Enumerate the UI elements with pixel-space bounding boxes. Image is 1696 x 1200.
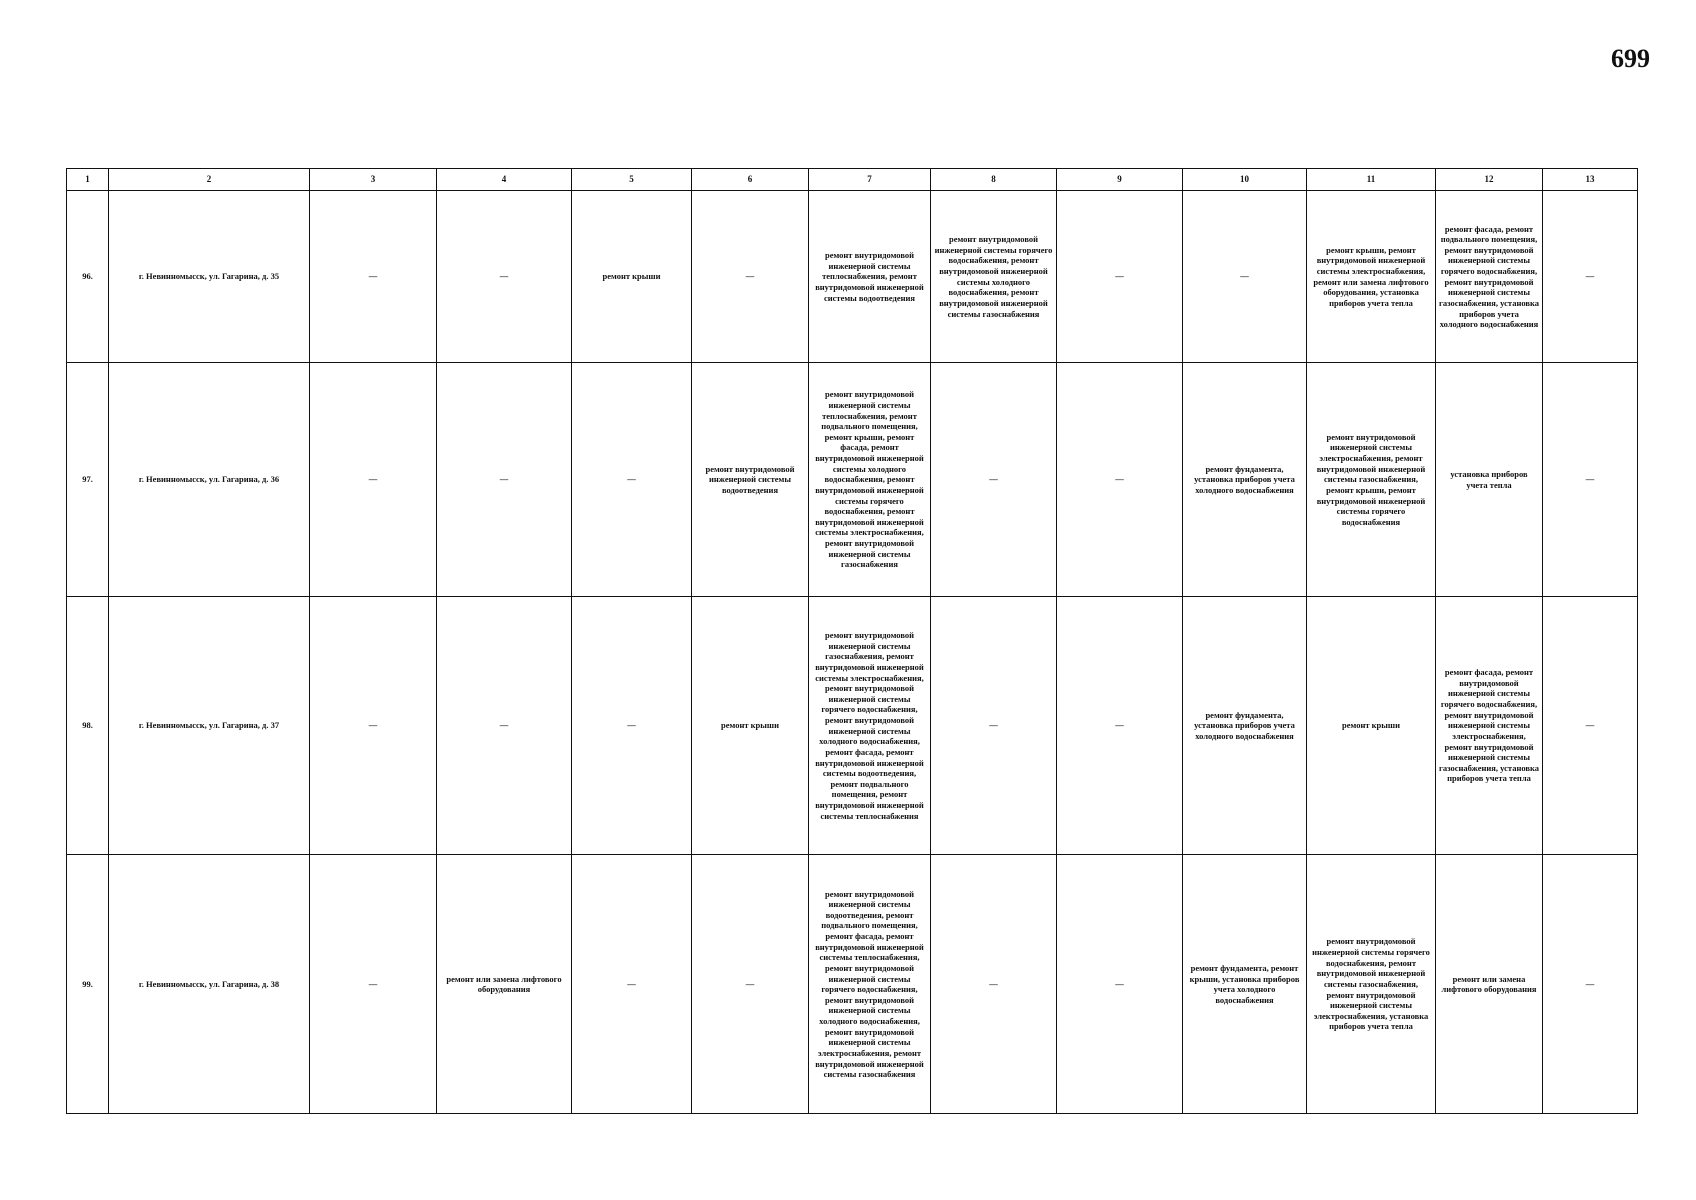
cell-col-12: ремонт или замена лифтового оборудования: [1436, 855, 1543, 1114]
table-row: [67, 363, 1638, 597]
cell-col-12: ремонт фасада, ремонт подвального помещения, ремонт внутридомовой инженерной системы горячего водоснабжения, ремонт внутридомовой инженерной системы газоснабжения, установка приборов учета холодного водоснабжения: [1436, 191, 1543, 363]
cell-col-13: —: [1543, 191, 1638, 363]
column-header-4: 4: [437, 169, 572, 191]
cell-col-3: —: [310, 855, 437, 1114]
building-address: г. Невинномысск, ул. Гагарина, д. 37: [109, 596, 310, 855]
repair-schedule-table: [66, 168, 1638, 1114]
column-header-2: 2: [109, 169, 310, 191]
cell-col-9: —: [1057, 596, 1183, 855]
row-number: 96.: [67, 191, 109, 363]
cell-col-5: —: [572, 855, 692, 1114]
cell-col-4: —: [437, 596, 572, 855]
cell-col-13: —: [1543, 363, 1638, 597]
column-header-3: 3: [310, 169, 437, 191]
cell-col-8: —: [931, 596, 1057, 855]
cell-col-6: —: [692, 191, 809, 363]
column-header-12: 12: [1436, 169, 1543, 191]
cell-col-6: ремонт внутридомовой инженерной системы водоотведения: [692, 363, 809, 597]
row-number: 98.: [67, 596, 109, 855]
building-address: г. Невинномысск, ул. Гагарина, д. 35: [109, 191, 310, 363]
page-number: 699: [1611, 44, 1650, 73]
cell-col-4: —: [437, 191, 572, 363]
cell-col-9: —: [1057, 191, 1183, 363]
cell-col-3: —: [310, 191, 437, 363]
cell-col-7: ремонт внутридомовой инженерной системы теплоснабжения, ремонт внутридомовой инженерной системы водоотведения: [809, 191, 931, 363]
column-header-5: 5: [572, 169, 692, 191]
cell-col-11: ремонт крыши, ремонт внутридомовой инженерной системы электроснабжения, ремонт или замена лифтового оборудования, установка приборов учета тепла: [1307, 191, 1436, 363]
column-header-11: 11: [1307, 169, 1436, 191]
cell-col-3: —: [310, 363, 437, 597]
table-row: [67, 191, 1638, 363]
row-number: 99.: [67, 855, 109, 1114]
building-address: г. Невинномысск, ул. Гагарина, д. 36: [109, 363, 310, 597]
cell-col-10: ремонт фундамента, установка приборов учета холодного водоснабжения: [1183, 596, 1307, 855]
cell-col-7: ремонт внутридомовой инженерной системы водоотведения, ремонт подвального помещения, ремонт фасада, ремонт внутридомовой инженерной системы теплоснабжения, ремонт внутридомовой инженерной системы горячего водоснабжения, ремонт внутридомовой инженерной системы холодного водоснабжения, ремонт внутридомовой инженерной системы электроснабжения, ремонт внутридомовой инженерной системы газоснабжения: [809, 855, 931, 1114]
building-address: г. Невинномысск, ул. Гагарина, д. 38: [109, 855, 310, 1114]
cell-col-11: ремонт внутридомовой инженерной системы горячего водоснабжения, ремонт внутридомовой инженерной системы газоснабжения, ремонт внутридомовой инженерной системы электроснабжения, установка приборов учета тепла: [1307, 855, 1436, 1114]
cell-col-7: ремонт внутридомовой инженерной системы теплоснабжения, ремонт подвального помещения, ремонт крыши, ремонт фасада, ремонт внутридомовой инженерной системы холодного водоснабжения, ремонт внутридомовой инженерной системы горячего водоснабжения, ремонт внутридомовой инженерной системы электроснабжения, ремонт внутридомовой инженерной системы газоснабжения: [809, 363, 931, 597]
cell-col-8: —: [931, 363, 1057, 597]
cell-col-6: —: [692, 855, 809, 1114]
cell-col-6: ремонт крыши: [692, 596, 809, 855]
cell-col-8: —: [931, 855, 1057, 1114]
column-header-7: 7: [809, 169, 931, 191]
column-header-13: 13: [1543, 169, 1638, 191]
cell-col-10: ремонт фундамента, ремонт крыши, установка приборов учета холодного водоснабжения: [1183, 855, 1307, 1114]
cell-col-10: ремонт фундамента, установка приборов учета холодного водоснабжения: [1183, 363, 1307, 597]
table-row: [67, 855, 1638, 1114]
column-header-1: 1: [67, 169, 109, 191]
cell-col-7: ремонт внутридомовой инженерной системы газоснабжения, ремонт внутридомовой инженерной системы электроснабжения, ремонт внутридомовой инженерной системы горячего водоснабжения, ремонт внутридомовой инженерной системы холодного водоснабжения, ремонт фасада, ремонт внутридомовой инженерной системы водоотведения, ремонт подвального помещения, ремонт внутридомовой инженерной системы теплоснабжения: [809, 596, 931, 855]
cell-col-11: ремонт крыши: [1307, 596, 1436, 855]
cell-col-5: —: [572, 363, 692, 597]
cell-col-9: —: [1057, 855, 1183, 1114]
cell-col-12: установка приборов учета тепла: [1436, 363, 1543, 597]
cell-col-3: —: [310, 596, 437, 855]
cell-col-10: —: [1183, 191, 1307, 363]
cell-col-13: —: [1543, 855, 1638, 1114]
cell-col-12: ремонт фасада, ремонт внутридомовой инженерной системы горячего водоснабжения, ремонт внутридомовой инженерной системы электроснабжения, ремонт внутридомовой инженерной системы газоснабжения, установка приборов учета тепла: [1436, 596, 1543, 855]
column-header-8: 8: [931, 169, 1057, 191]
column-header-10: 10: [1183, 169, 1307, 191]
column-header-6: 6: [692, 169, 809, 191]
cell-col-5: —: [572, 596, 692, 855]
column-number-row: [67, 169, 1638, 191]
cell-col-4: —: [437, 363, 572, 597]
cell-col-9: —: [1057, 363, 1183, 597]
column-header-9: 9: [1057, 169, 1183, 191]
row-number: 97.: [67, 363, 109, 597]
cell-col-5: ремонт крыши: [572, 191, 692, 363]
cell-col-11: ремонт внутридомовой инженерной системы электроснабжения, ремонт внутридомовой инженерной системы газоснабжения, ремонт крыши, ремонт внутридомовой инженерной системы горячего водоснабжения: [1307, 363, 1436, 597]
table-row: [67, 596, 1638, 855]
cell-col-8: ремонт внутридомовой инженерной системы горячего водоснабжения, ремонт внутридомовой инженерной системы холодного водоснабжения, ремонт внутридомовой инженерной системы газоснабжения: [931, 191, 1057, 363]
cell-col-4: ремонт или замена лифтового оборудования: [437, 855, 572, 1114]
cell-col-13: —: [1543, 596, 1638, 855]
